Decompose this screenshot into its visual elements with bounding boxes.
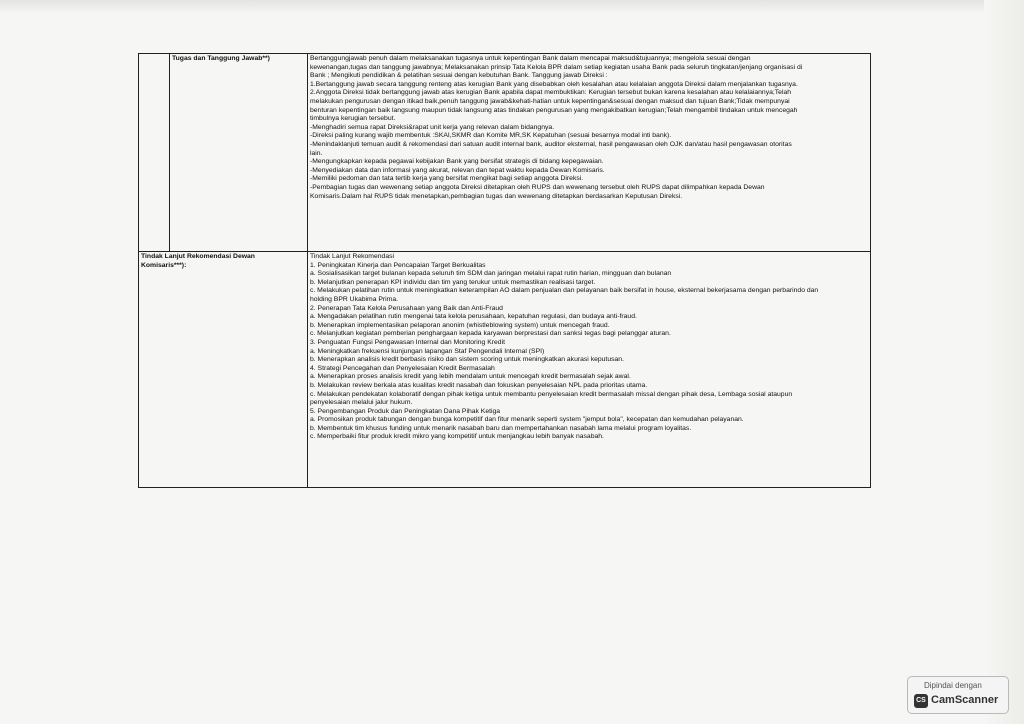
- text-line: b. Membentuk tim khusus funding untuk menarik nasabah baru dan mempertahankan nasabah lama melalui program loyalitas.: [310, 424, 692, 432]
- text-line: c. Melanjutkan kegiatan pemberian penghargaan kepada karyawan berprestasi dan sanksi tegas bagi pelanggar aturan.: [310, 330, 671, 338]
- watermark-subtitle: Dipindai dengan: [924, 681, 982, 690]
- text-line: b. Melakukan review berkala atas kualitas kredit nasabah dan fokuskan penyelesaian NPL pada prioritas utama.: [310, 381, 648, 389]
- text-line: benturan kepentingan baik langsung maupun tidak langsung atas tindakan pengurusan yang mengakibatkan kerugian;Telah mengambil tindakan untuk mencegah: [310, 106, 798, 114]
- label-line: Tindak Lanjut Rekomendasi Dewan: [141, 253, 255, 260]
- text-line: b. Melanjutkan penerapan KPI individu dan tim yang terukur untuk memastikan realisasi target.: [310, 278, 596, 286]
- text-line: kewenangan,tugas dan tanggung jawabnya; Melaksanakan prinsip Tata Kelola BPR dalam setiap kegiatan usaha Bank pada seluruh tingkatan/jenjang organisasi di: [310, 63, 803, 71]
- text-line: -Menyediakan data dan informasi yang akurat, relevan dan tepat waktu kepada Dewan Komisaris.: [310, 166, 605, 174]
- watermark-brand: CamScanner: [931, 694, 999, 706]
- text-line: penyelesaian melalui jalur hukum.: [310, 399, 413, 407]
- text-line: 1. Peningkatan Kinerja dan Pencapaian Target Berkualitas: [310, 261, 486, 269]
- text-line: lain.: [310, 149, 323, 157]
- text-line: a. Sosialisasikan target bulanan kepada seluruh tim SDM dan jaringan melalui rapat rutin harian, mingguan dan bulanan: [310, 270, 672, 278]
- text-line: b. Menerapkan analisis kredit berbasis risiko dan sistem scoring untuk meningkatkan akurasi keputusan.: [310, 356, 624, 364]
- empty-cell: [139, 54, 170, 252]
- duties-label: Tugas dan Tanggung Jawab**): [170, 54, 308, 252]
- text-line: a. Meningkatkan frekuensi kunjungan lapangan Staf Pengendali Internal (SPI): [310, 347, 545, 355]
- text-line: Bertanggungjawab penuh dalam melaksanakan tugasnya untuk kepentingan Bank dalam mencapai maksud&tujuannya; mengelola sesuai dengan: [310, 55, 751, 62]
- text-line: 5. Pengembangan Produk dan Peningkatan Dana Pihak Ketiga: [310, 407, 501, 415]
- label-line: Komisaris***):: [141, 261, 187, 269]
- text-line: 3. Penguatan Fungsi Pengawasan Internal dan Monitoring Kredit: [310, 338, 505, 346]
- text-line: -Direksi paling kurang wajib membentuk :SKAI,SKMR dan Komite MR,SK Kepatuhan (sesuai besarnya modal inti bank).: [310, 132, 672, 140]
- camscanner-watermark: [907, 676, 1009, 714]
- text-line: 2.Anggota Direksi tidak bertanggung jawab atas kerugian Bank apabila dapat membuktikan: Kerugian tersebut bukan karena kesalahan atau kelalaiannya;Telah: [310, 89, 792, 97]
- text-line: holding BPR Ukabima Prima.: [310, 295, 399, 303]
- text-line: -Pembagian tugas dan wewenang setiap anggota Direksi ditetapkan oleh RUPS dan wewenang tersebut oleh RUPS dapat dilimpahkan kepada Dewan: [310, 183, 765, 191]
- text-line: -Menghadiri semua rapat Direksi&rapat unit kerja yang relevan dalam bidangnya.: [310, 123, 555, 131]
- text-line: Bank ; Mengikuti pendidikan & pelatihan sesuai dengan kebutuhan Bank. Tanggung jawab Direksi :: [310, 72, 608, 80]
- text-line: a. Menerapkan proses analisis kredit yang lebih mendalam untuk mencegah kredit bermasalah sejak awal.: [310, 373, 631, 381]
- text-line: 4. Strategi Pencegahan dan Penyelesaian Kredit Bermasalah: [310, 364, 495, 372]
- text-line: c. Melakukan pelatihan rutin untuk meningkatkan keterampilan AO dalam penjualan dan pelayanan baik bersifat in house, eksternal bekerjasama dengan perbarindo dan: [310, 287, 819, 295]
- text-line: c. Melakukan pendekatan kolaboratif dengan pihak ketiga untuk membantu penyelesaian kredit bermasalah missal dengan pihak desa, Lembaga sosial ataupun: [310, 390, 793, 398]
- recommendation-content: [308, 252, 871, 488]
- text-line: 2. Penerapan Tata Kelola Perusahaan yang Baik dan Anti-Fraud: [310, 304, 503, 312]
- text-line: c. Memperbaiki fitur produk kredit mikro yang kompetitif untuk menjangkau lebih banyak nasabah.: [310, 433, 604, 441]
- duties-content: [308, 54, 871, 252]
- scan-shadow-right: [984, 0, 1024, 724]
- scan-shadow-top: [0, 0, 1024, 14]
- text-line: -Mengungkapkan kepada pegawai kebijakan Bank yang bersifat strategis di bidang kepegawaian.: [310, 158, 604, 166]
- text-line: b. Menerapkan implementasikan pelaporan anonim (whistleblowing system) untuk mencegah fraud.: [310, 321, 610, 329]
- table-row: [139, 252, 871, 488]
- text-line: -Memiliki pedoman dan tata tertib kerja yang bersifat mengikat bagi setiap anggota Direksi.: [310, 175, 584, 183]
- camscanner-logo-icon: CS: [914, 694, 928, 708]
- table-row: [139, 54, 871, 252]
- recommendation-label: [139, 252, 308, 488]
- text-line: 1.Bertanggung jawab secara tanggung renteng atas kerugian Bank yang disebabkan oleh kesalahan atau kelalaian anggota Direksi dalam menjalankan tugasnya.: [310, 80, 798, 88]
- text-line: melakukan pengurusan dengan itikad baik,penuh tanggung jawab&kehati-hatian untuk kepentingan&sesuai dengan maksud dan tujuan Bank;Tidak mempunyai: [310, 97, 790, 105]
- text-line: a. Promosikan produk tabungan dengan bunga kompetitif dan fitur menarik seperti system "jemput bola", kecepatan dan kemudahan pelayanan.: [310, 416, 744, 424]
- text-line: -Menindaklanjuti temuan audit & rekomendasi dari satuan audit internal bank, auditor eksternal, hasil pengawasan oleh OJK dan/atau hasil pengawasan otoritas: [310, 140, 792, 148]
- text-line: Tindak Lanjut Rekomendasi: [310, 253, 395, 260]
- text-line: Komisaris.Dalam hal RUPS tidak menetapkan,pembagian tugas dan wewenang ditetapkan berdasarkan Keputusan Direksi.: [310, 192, 683, 200]
- report-table: [138, 53, 871, 488]
- text-line: timbulnya kerugian tersebut.: [310, 115, 396, 123]
- text-line: a. Mengadakan pelatihan rutin mengenai tata kelola perusahaan, kepatuhan regulasi, dan budaya anti-fraud.: [310, 313, 637, 321]
